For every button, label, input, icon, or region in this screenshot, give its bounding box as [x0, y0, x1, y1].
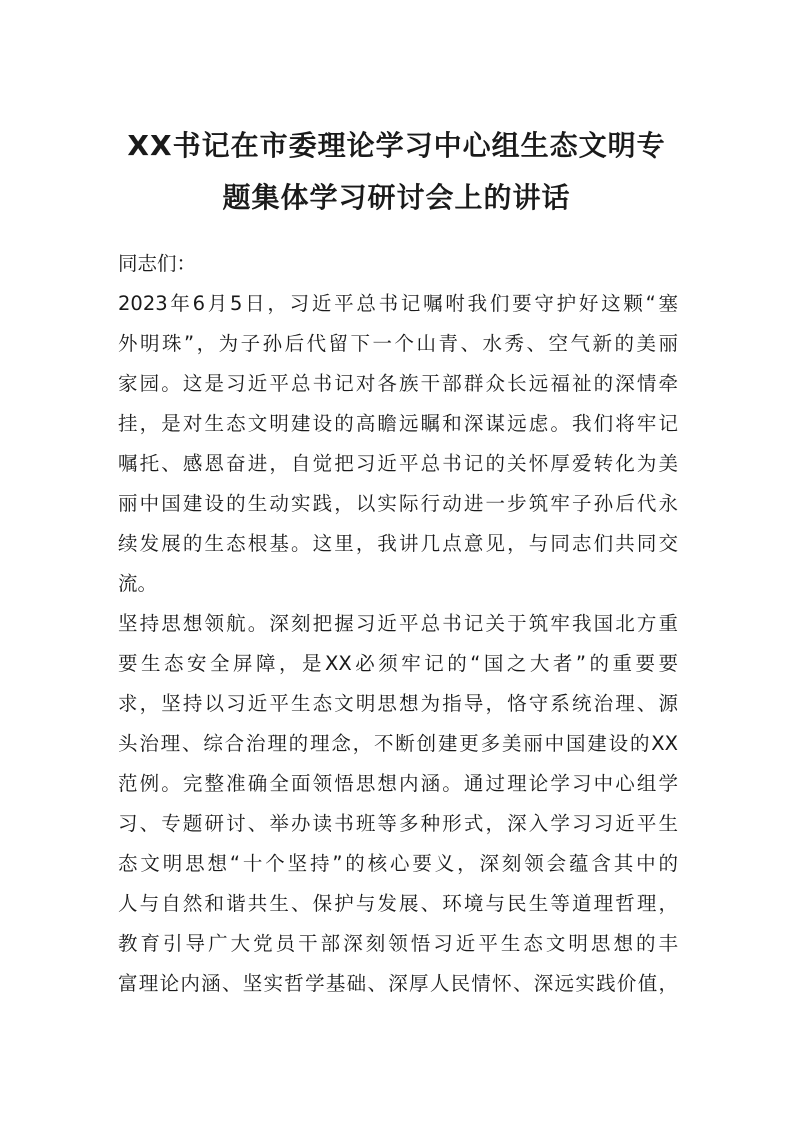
document-title: [110, 120, 683, 224]
paragraph-line: 要生态安全屏障，是XX必须牢记的“国之大者”的重要要: [118, 652, 678, 675]
paragraph-line: 丽中国建设的生动实践，以实际行动进一步筑牢子孙后代永: [118, 492, 678, 515]
title-line-1: XX书记在市委理论学习中心组生态文明专: [127, 129, 666, 162]
paragraph-line: 嘱托、感恩奋进，自觉把习近平总书记的关怀厚爱转化为美: [118, 452, 678, 475]
paragraph-2: [118, 604, 678, 1004]
paragraph-line: 挂，是对生态文明建设的高瞻远瞩和深谋远虑。我们将牢记: [118, 412, 678, 435]
paragraph-line: 求，坚持以习近平生态文明思想为指导，恪守系统治理、源: [118, 692, 678, 715]
title-line-2: 题集体学习研讨会上的讲话: [222, 181, 571, 214]
paragraph-line: 流。: [118, 572, 158, 595]
paragraph-line: 态文明思想“十个坚持”的核心要义，深刻领会蕴含其中的: [118, 852, 678, 875]
paragraph-line: 范例。完整准确全面领悟思想内涵。通过理论学习中心组学: [118, 772, 678, 795]
paragraph-line: 习、专题研讨、举办读书班等多种形式，深入学习习近平生: [118, 812, 678, 835]
paragraph-line: 人与自然和谐共生、保护与发展、环境与民生等道理哲理，: [118, 892, 678, 915]
paragraph-line: 富理论内涵、坚实哲学基础、深厚人民情怀、深远实践价值，: [118, 972, 678, 995]
paragraph-line: 2023年6月5日，习近平总书记嘱咐我们要守护好这颗“塞: [118, 292, 678, 315]
paragraph-line: 坚持思想领航。深刻把握习近平总书记关于筑牢我国北方重: [118, 612, 678, 635]
paragraph-line: 教育引导广大党员干部深刻领悟习近平生态文明思想的丰: [118, 932, 678, 955]
paragraph-line: 续发展的生态根基。这里，我讲几点意见，与同志们共同交: [118, 532, 678, 555]
paragraph-line: 家园。这是习近平总书记对各族干部群众长远福祉的深情牵: [118, 372, 678, 395]
document-body: [118, 244, 678, 1004]
paragraph-line: 外明珠”，为子孙后代留下一个山青、水秀、空气新的美丽: [118, 332, 678, 355]
paragraph-line: 头治理、综合治理的理念，不断创建更多美丽中国建设的XX: [118, 732, 678, 755]
paragraph-1: [118, 284, 678, 604]
greeting: 同志们：: [118, 252, 197, 275]
